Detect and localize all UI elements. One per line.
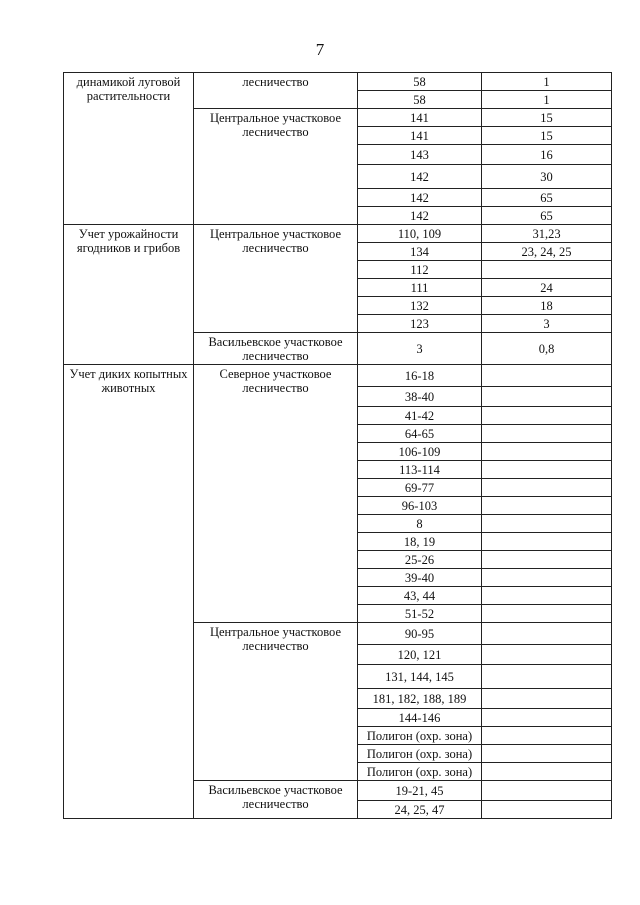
quarter-cell: 90-95 (358, 623, 482, 645)
quarter-cell: 132 (358, 297, 482, 315)
quarter-cell: 8 (358, 515, 482, 533)
quarter-cell: Полигон (охр. зона) (358, 745, 482, 763)
table-row (64, 225, 612, 243)
value-cell (482, 665, 612, 689)
quarter-cell: 39-40 (358, 569, 482, 587)
quarter-cell: 141 (358, 109, 482, 127)
value-cell: 15 (482, 127, 612, 145)
quarter-cell: 112 (358, 261, 482, 279)
quarter-cell: 25-26 (358, 551, 482, 569)
quarter-cell: 142 (358, 189, 482, 207)
quarter-cell: 142 (358, 165, 482, 189)
value-cell (482, 443, 612, 461)
forestry-cell: Центральное участковое лесничество (194, 225, 358, 333)
table-row (64, 365, 612, 387)
value-cell (482, 387, 612, 407)
activity-cell: динамикой луговой растительности (64, 73, 194, 225)
value-cell: 1 (482, 91, 612, 109)
value-cell (482, 515, 612, 533)
value-cell (482, 645, 612, 665)
value-cell: 65 (482, 189, 612, 207)
quarter-cell: Полигон (охр. зона) (358, 727, 482, 745)
value-cell (482, 709, 612, 727)
quarter-cell: 18, 19 (358, 533, 482, 551)
value-cell: 3 (482, 315, 612, 333)
quarter-cell: 143 (358, 145, 482, 165)
quarter-cell: 110, 109 (358, 225, 482, 243)
value-cell (482, 479, 612, 497)
value-cell (482, 605, 612, 623)
quarter-cell: Полигон (охр. зона) (358, 763, 482, 781)
forestry-cell: Центральное участковое лесничество (194, 623, 358, 781)
quarter-cell: 141 (358, 127, 482, 145)
quarter-cell: 134 (358, 243, 482, 261)
quarter-cell: 41-42 (358, 407, 482, 425)
value-cell: 18 (482, 297, 612, 315)
value-cell (482, 261, 612, 279)
value-cell: 0,8 (482, 333, 612, 365)
value-cell (482, 533, 612, 551)
quarter-cell: 120, 121 (358, 645, 482, 665)
quarter-cell: 106-109 (358, 443, 482, 461)
quarter-cell: 131, 144, 145 (358, 665, 482, 689)
quarter-cell: 111 (358, 279, 482, 297)
quarter-cell: 19-21, 45 (358, 781, 482, 801)
page-number: 7 (315, 40, 325, 59)
value-cell: 23, 24, 25 (482, 243, 612, 261)
value-cell: 30 (482, 165, 612, 189)
forestry-cell: лесничество (194, 73, 358, 109)
value-cell: 1 (482, 73, 612, 91)
activity-cell: Учет урожайности ягодников и грибов (64, 225, 194, 365)
value-cell (482, 745, 612, 763)
quarter-cell: 69-77 (358, 479, 482, 497)
forestry-cell: Северное участковое лесничество (194, 365, 358, 623)
quarter-cell: 96-103 (358, 497, 482, 515)
value-cell (482, 407, 612, 425)
quarter-cell: 113-114 (358, 461, 482, 479)
table-body (64, 73, 612, 819)
forestry-cell: Васильевское участковое лесничество (194, 333, 358, 365)
value-cell: 16 (482, 145, 612, 165)
value-cell: 65 (482, 207, 612, 225)
forestry-cell: Васильевское участковое лесничество (194, 781, 358, 819)
forest-monitoring-table (63, 72, 612, 819)
quarter-cell: 144-146 (358, 709, 482, 727)
quarter-cell: 3 (358, 333, 482, 365)
value-cell (482, 763, 612, 781)
quarter-cell: 181, 182, 188, 189 (358, 689, 482, 709)
value-cell: 31,23 (482, 225, 612, 243)
activity-cell: Учет диких копытных животных (64, 365, 194, 819)
value-cell: 24 (482, 279, 612, 297)
quarter-cell: 123 (358, 315, 482, 333)
value-cell (482, 425, 612, 443)
value-cell (482, 623, 612, 645)
quarter-cell: 64-65 (358, 425, 482, 443)
quarter-cell: 43, 44 (358, 587, 482, 605)
value-cell (482, 727, 612, 745)
value-cell (482, 497, 612, 515)
value-cell (482, 587, 612, 605)
quarter-cell: 16-18 (358, 365, 482, 387)
value-cell (482, 689, 612, 709)
value-cell (482, 551, 612, 569)
quarter-cell: 58 (358, 73, 482, 91)
value-cell (482, 801, 612, 819)
value-cell: 15 (482, 109, 612, 127)
quarter-cell: 24, 25, 47 (358, 801, 482, 819)
quarter-cell: 51-52 (358, 605, 482, 623)
quarter-cell: 142 (358, 207, 482, 225)
value-cell (482, 461, 612, 479)
table-row (64, 73, 612, 91)
forestry-cell: Центральное участковое лесничество (194, 109, 358, 225)
value-cell (482, 781, 612, 801)
quarter-cell: 58 (358, 91, 482, 109)
quarter-cell: 38-40 (358, 387, 482, 407)
value-cell (482, 365, 612, 387)
value-cell (482, 569, 612, 587)
